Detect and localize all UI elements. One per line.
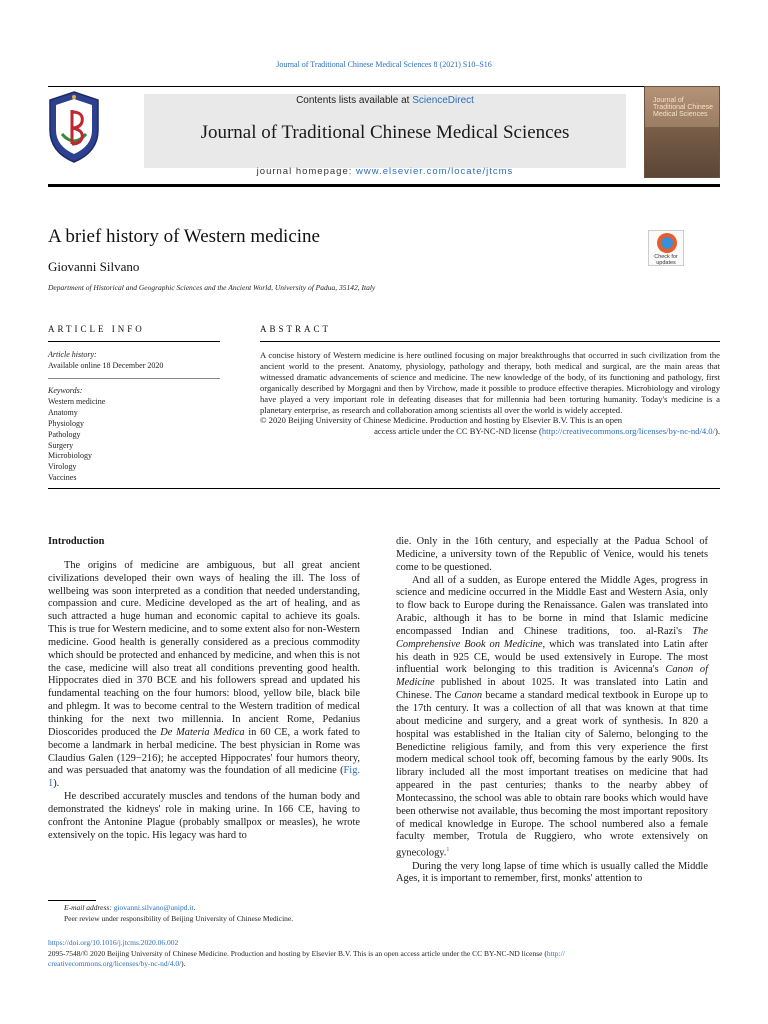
keyword-item: Vaccines	[48, 473, 77, 483]
body-paragraph: die. Only in the 16th century, and especially at the Padua School of Medicine, a university town of the Republic of Venice, would his tenets come to be questioned.	[396, 536, 708, 573]
body-paragraph	[48, 560, 360, 791]
peer-review-note: Peer review under responsibility of Beijing University of Chinese Medicine.	[64, 913, 294, 923]
article-info-divider	[48, 378, 220, 379]
keyword-item: Pathology	[48, 429, 81, 439]
body-text: And all of a sudden, as Europe entered the Middle Ages, progress in science and medicine occurred in the Middle East and Western Asia, only to flow back to Europe during the Renaissance. Galen was translated into Arabic, although it has to be borne in mind that Islamic medicine encompassed Indian and Chinese traditions, too. al-Razi's	[396, 574, 708, 637]
reference-1-link[interactable]: 1	[446, 847, 450, 854]
contents-line	[144, 95, 626, 106]
issn-text: 2095-7548/© 2020 Beijing University of Chinese Medicine. Production and hosting by Elsevier B.V. This is an open access article under the CC BY-NC-ND license (	[48, 948, 547, 958]
header-thick-rule	[48, 184, 720, 187]
abstract-body	[260, 350, 720, 437]
article-info-heading: ARTICLE INFO	[48, 324, 145, 334]
italic-title: Canon	[454, 690, 483, 702]
copyright-line-1: © 2020 Beijing University of Chinese Medicine. Production and hosting by Elsevier B.V. This is an open	[260, 415, 623, 426]
doi-link[interactable]: https://doi.org/10.1016/j.jtcms.2020.06.002	[48, 938, 179, 947]
crossmark-inner-icon	[661, 237, 673, 249]
body-paragraph: He described accurately muscles and tendons of the human body and demonstrated the kidneys' role in making urine. In 166 CE, having to confront the Antonine Plague (probably smallpox or measles), he wrote extensively on the topic. His legacy was hard to	[48, 791, 360, 841]
italic-title: Canon of Medicine	[396, 664, 708, 689]
body-column-left	[48, 536, 360, 842]
homepage-line	[144, 166, 626, 177]
body-text: The origins of medicine are ambiguous, but all great ancient civilizations developed their own ways of healing the ill. The loss of wellbeing was soon interpreted as a condition that needed understanding, compassion and cure. Medicine developed as the art of healing, and as such attracted a huge human and economic capital to achieve its goals. This is true for Western medicine, and to some extent also for non-Western medicine. Good health is generally considered as a precious commodity which should be protected and enhanced by medicine, and when this is not the case, medicine will also treat all conditions preventing good health. Hippocrates died in 370 BCE and his followers spread and updated his fundamental teaching on the four humors: blood, yellow bile, black bile and phlegm. It was to become central to the Western tradition of medical thinking for the next two millennia. In ancient Rome, Pedanius Dioscorides produced the	[48, 559, 360, 738]
keywords-label: Keywords:	[48, 386, 83, 395]
contents-prefix: Contents lists available at	[296, 95, 413, 106]
copyright-line-2	[260, 426, 720, 437]
footer-license-link[interactable]: http://	[546, 948, 565, 958]
footer-license-end: ).	[181, 959, 186, 968]
page-footer	[48, 938, 720, 970]
keyword-item: Microbiology	[48, 451, 92, 461]
italic-title: The Comprehensive Book on Medicine	[396, 625, 708, 650]
journal-cover-thumbnail	[644, 86, 720, 178]
email-end: .	[193, 903, 196, 912]
journal-title: Journal of Traditional Chinese Medical Sciences	[200, 122, 570, 143]
article-history	[48, 350, 220, 372]
cover-bottom-band	[645, 127, 720, 178]
email-footnote	[64, 903, 364, 914]
email-link[interactable]: giovanni.silvano@unipd.it	[113, 903, 194, 912]
cover-title: Journal of Traditional Chinese Medical Sciences	[653, 97, 714, 118]
footnotes	[64, 903, 364, 924]
university-logo-icon	[48, 90, 100, 164]
abstract-text: A concise history of Western medicine is here outlined focusing on major breakthroughs that occurred in such civilization from the ancient world to the present. Anatomy, physiology, pathology and therapy, both medical and surgical, are the main areas that witnessed dramatic advancements of science and medicine. The new knowledge of the body, of its functioning and pathology, first organically described by Morgagni and then by Virchow, made it possible to produce effective therapies. Microbiology and virology have played a very important role in defeating diseases that for millennia had been torturing humanity. Today's medicine is a planetary enterprise, as research and collaboration among scientists all over the world is widely accepted.	[260, 350, 720, 415]
issn-line	[48, 949, 720, 960]
figure-1-link[interactable]: Fig. 1	[48, 765, 360, 790]
keyword-item: Virology	[48, 462, 77, 472]
body-text: , which was translated into Latin after his death in 925 CE, would be used extensively in Europe. The most influential work belonging to this tradition is Avicenna's	[396, 638, 708, 676]
section-end-rule	[48, 488, 720, 489]
homepage-label: journal homepage:	[256, 166, 357, 177]
author-affiliation: Department of Historical and Geographic Sciences and the Ancient World, University of Padua, 35142, Italy	[48, 283, 376, 292]
article-info-rule	[48, 341, 220, 342]
sciencedirect-link[interactable]: ScienceDirect	[412, 95, 474, 106]
history-label: Article history:	[48, 350, 97, 359]
section-heading-introduction: Introduction	[48, 536, 105, 547]
body-text: ).	[53, 778, 60, 790]
check-for-updates-button[interactable]	[648, 230, 684, 266]
body-paragraph	[396, 575, 708, 861]
journal-masthead	[48, 86, 720, 180]
email-label: E-mail address:	[64, 903, 114, 912]
journal-banner	[144, 94, 626, 177]
body-column-right	[396, 536, 708, 886]
footnote-rule	[48, 900, 96, 901]
footer-license-link-cont[interactable]: creativecommons.org/licenses/by-nc-nd/4.0/	[48, 959, 182, 968]
keyword-item: Surgery	[48, 440, 74, 450]
journal-citation[interactable]: Journal of Traditional Chinese Medical Sciences 8 (2021) S10–S16	[276, 60, 492, 69]
abstract-rule	[260, 341, 720, 342]
license-link[interactable]: http://creativecommons.org/licenses/by-nc-nd/4.0/	[541, 426, 715, 437]
history-value: Available online 18 December 2020	[48, 360, 164, 370]
copyright-end: ).	[714, 426, 720, 437]
italic-title: De Materia Medica	[160, 726, 245, 738]
keywords-box	[48, 386, 220, 484]
article-author: Giovanni Silvano	[48, 259, 140, 274]
abstract-heading: ABSTRACT	[260, 324, 332, 334]
body-text: in 60 CE, a work fated to become a landmark in herbal medicine. The best physician in Rome was Claudius Galen (129−216); he accepted Hippocrates' four humors theory, and was persuaded that anatomy was the foundation of all medicine (	[48, 726, 360, 777]
crossmark-label: Check for updates	[654, 254, 678, 266]
body-text: published in about 1025. It was translated into Latin and Chinese. The	[396, 677, 708, 702]
body-paragraph: During the very long lapse of time which is usually called the Middle Ages, it is important to remember, first, monks' attention to	[396, 860, 708, 885]
keyword-item: Anatomy	[48, 407, 78, 417]
body-text: became a standard medical textbook in Europe up to the 17th century. It was a collection of all that was known at that time about medicine and surgery, and a great work of synthesis. In 820 a hospital was established in the Italian city of Salerno, belonging to the Benedictine religious family, and from this very experience the first modern medical school took off, becoming famous by the early 900s. Its library included all the most important treatises on medicine that had appeared in the past centuries; thanks to the nearby abbey of Montecassino, the school was able to obtain rare books which would have been otherwise not available, thus becoming the most important repository of medical knowledge in Europe. The school numbered also a female faculty member, Trotula de Ruggiero, who wrote extensively on gynecology.	[396, 690, 708, 859]
issn-line-2	[48, 959, 720, 970]
keyword-item: Western medicine	[48, 396, 106, 406]
homepage-link[interactable]: www.elsevier.com/locate/jtcms	[356, 166, 514, 177]
article-title: A brief history of Western medicine	[48, 226, 320, 247]
copyright-license-text: access article under the CC BY-NC-ND license (	[374, 426, 542, 437]
keyword-item: Physiology	[48, 418, 85, 428]
